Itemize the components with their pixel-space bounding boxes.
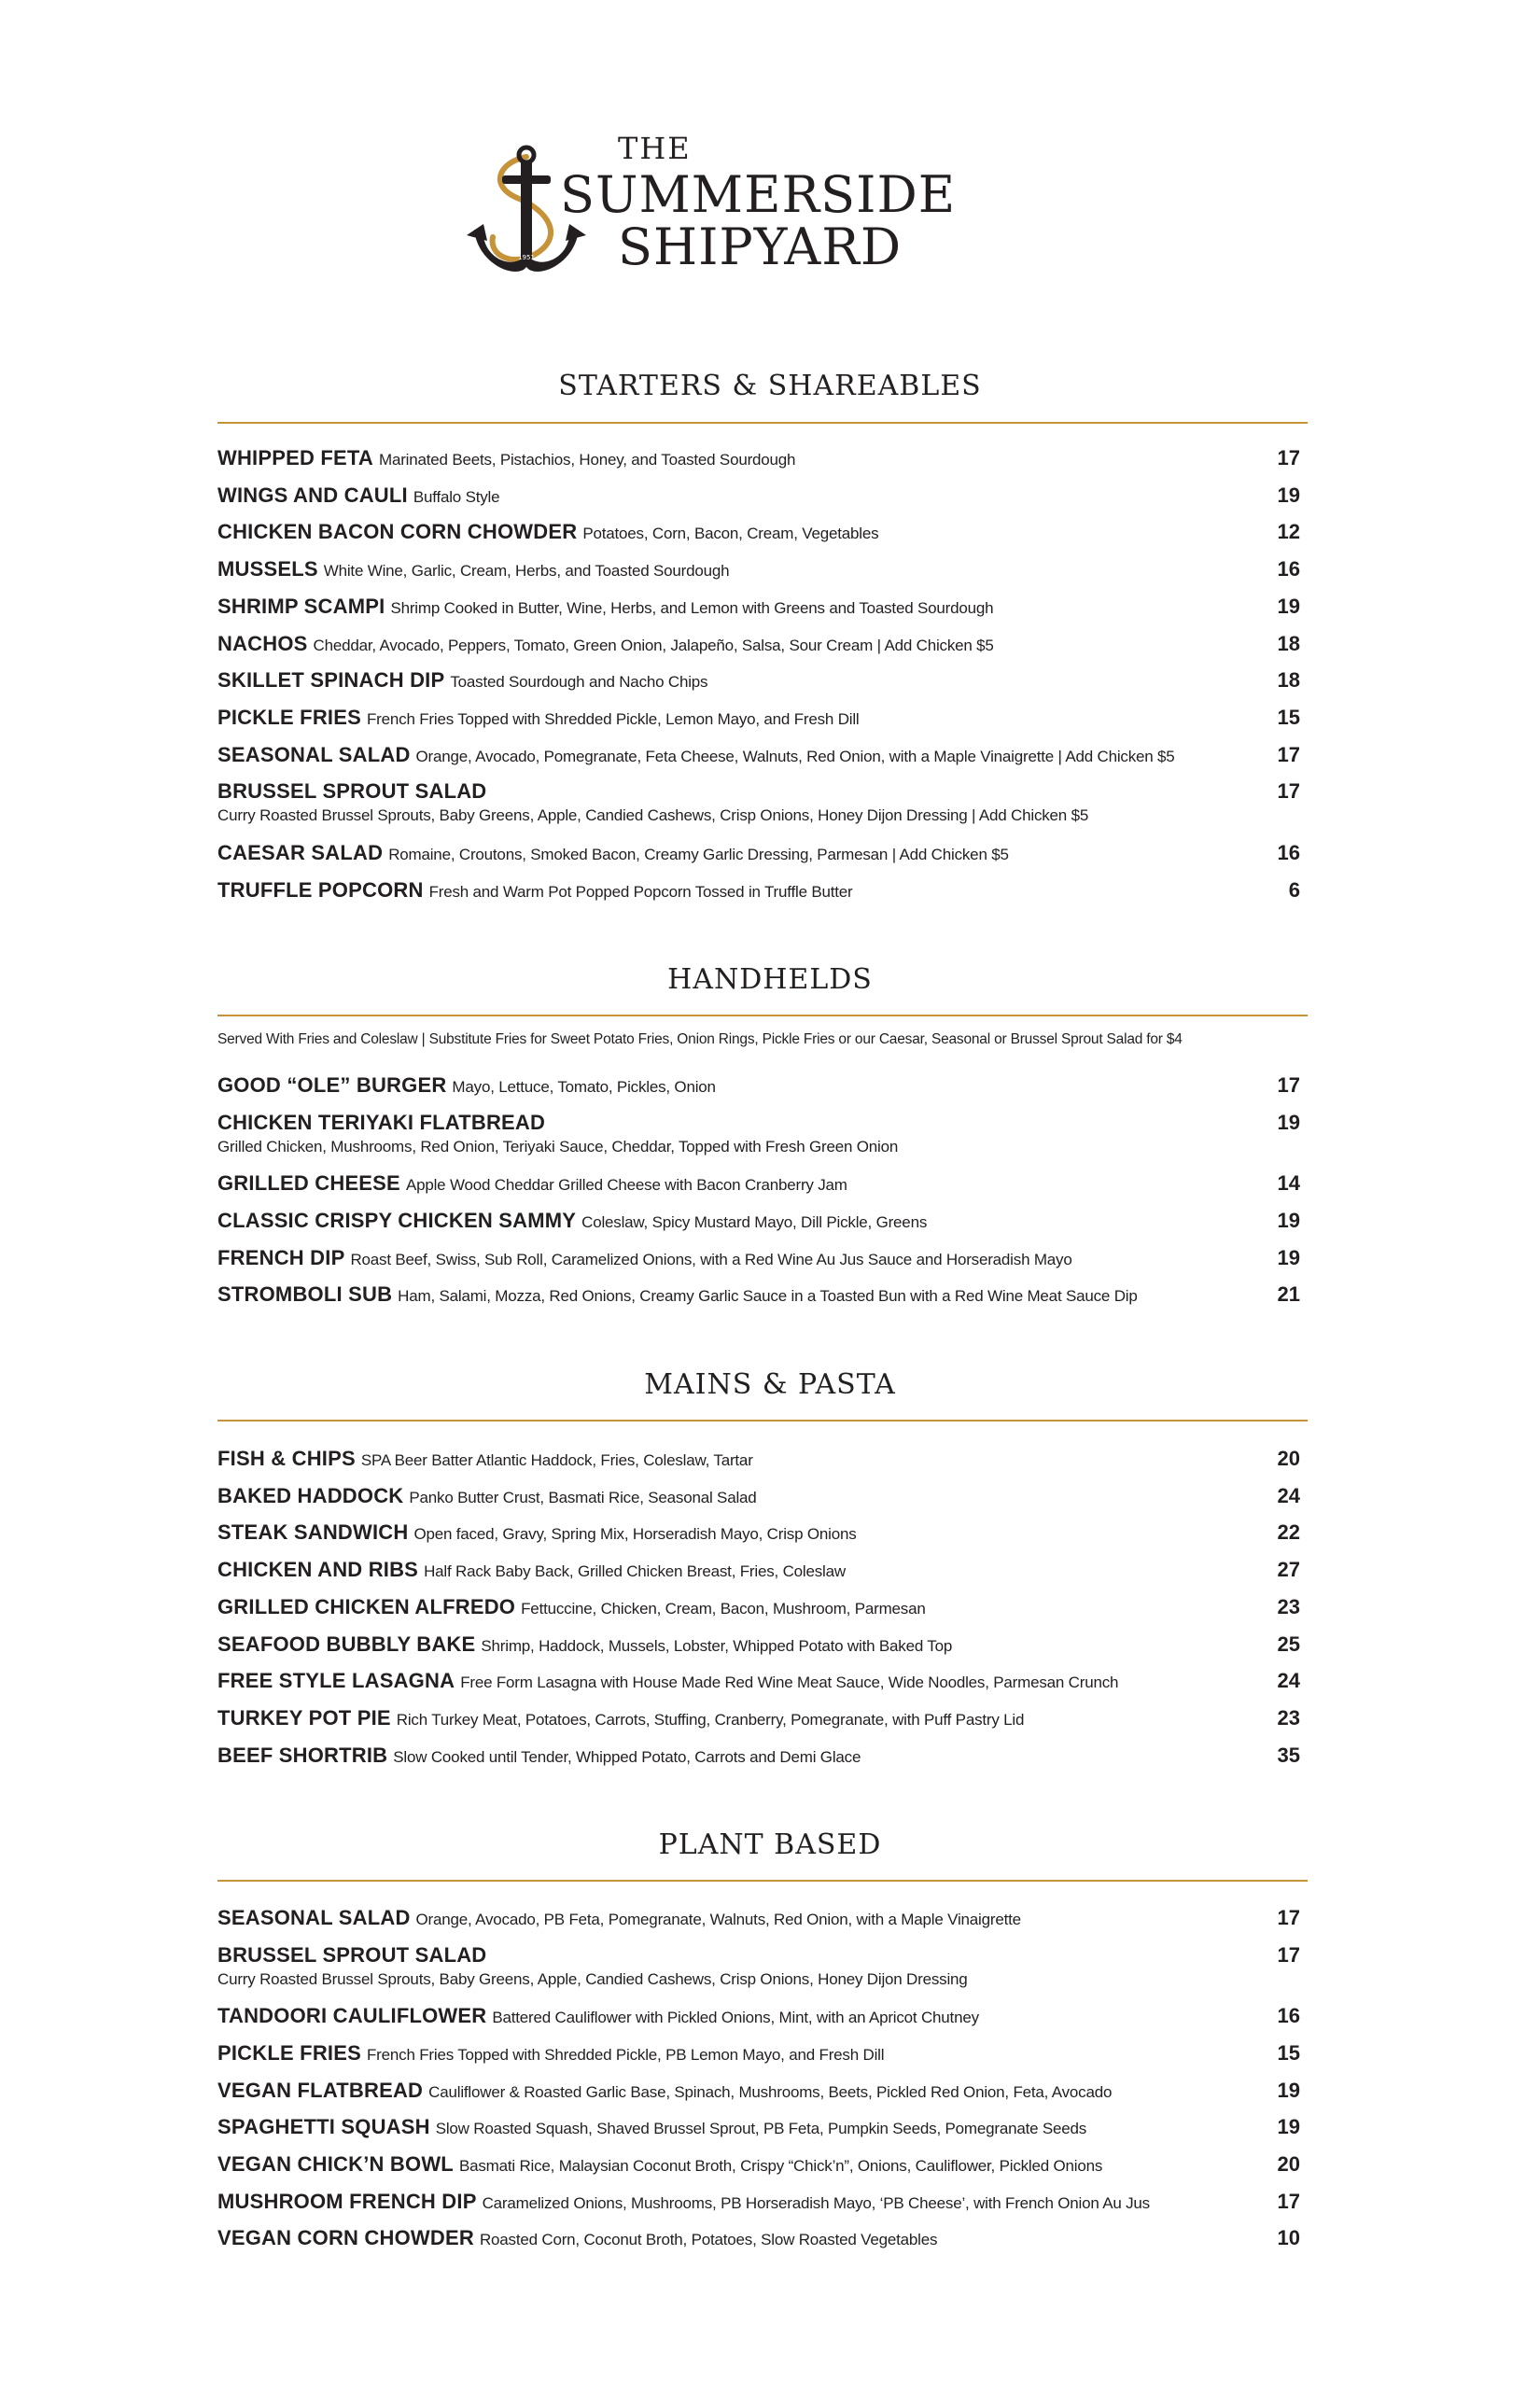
menu-item-line: [217, 2187, 1308, 2217]
menu-item-line: [217, 2076, 1308, 2106]
menu-item: [217, 1630, 1308, 1660]
menu-item-name: MUSHROOM FRENCH DIP: [217, 2189, 477, 2213]
menu-item: [217, 2112, 1308, 2142]
menu-item-line: [217, 481, 1308, 511]
menu-item-line: [217, 554, 1308, 584]
logo-year: 1951: [518, 254, 535, 261]
menu-item-name: VEGAN CORN CHOWDER: [217, 2226, 474, 2250]
menu-item-price: 19: [1277, 483, 1300, 507]
menu-item-price: 21: [1277, 1282, 1300, 1307]
menu-item: [217, 1071, 1308, 1100]
brand-name-line1: SUMMERSIDE: [560, 165, 957, 224]
menu-item-line: [217, 665, 1308, 695]
menu-item-description: Toasted Sourdough and Nacho Chips: [450, 673, 708, 692]
menu-item-line: [217, 838, 1308, 868]
menu-item-line: [217, 2112, 1308, 2142]
menu-item-name: PICKLE FRIES: [217, 2040, 361, 2065]
menu-item-price: 17: [1277, 779, 1300, 804]
menu-item-line: [217, 1243, 1308, 1273]
menu-item-description: Apple Wood Cheddar Grilled Cheese with Bacon Cranberry Jam: [405, 1176, 847, 1195]
section-title-mains: MAINS & PASTA: [644, 1368, 896, 1401]
menu-item-description: Mayo, Lettuce, Tomato, Pickles, Onion: [452, 1078, 716, 1096]
menu-item-name: STROMBOLI SUB: [217, 1282, 393, 1307]
menu-item-price: 19: [1277, 2078, 1300, 2102]
section-divider: [217, 1015, 1308, 1016]
menu-item-line: [217, 1206, 1308, 1236]
menu-item-line: [217, 1592, 1308, 1622]
menu-item: [217, 1481, 1308, 1511]
menu-item-price: 24: [1277, 1483, 1300, 1507]
menu-item-line: [217, 1741, 1308, 1771]
menu-item-name: BAKED HADDOCK: [217, 1483, 404, 1507]
menu-item-name: CHICKEN TERIYAKI FLATBREAD: [217, 1110, 546, 1134]
brand-the: THE: [618, 131, 692, 166]
menu-item: [217, 481, 1308, 511]
section-divider: [217, 1880, 1308, 1882]
menu-item-line: [217, 629, 1308, 659]
menu-item-description: Marinated Beets, Pistachios, Honey, and Toasted Sourdough: [379, 451, 796, 469]
menu-item-name: VEGAN CHICK’N BOWL: [217, 2152, 454, 2176]
menu-item-name: SEASONAL SALAD: [217, 742, 411, 766]
menu-item-price: 20: [1277, 1447, 1300, 1470]
menu-item-price: 18: [1277, 631, 1300, 655]
menu-item-price: 19: [1277, 2115, 1300, 2139]
menu-item-description: SPA Beer Batter Atlantic Haddock, Fries, Coleslaw, Tartar: [360, 1451, 753, 1469]
menu-item-price: 6: [1288, 877, 1300, 902]
menu-item-description: Fettuccine, Chicken, Cream, Bacon, Mushroom, Parmesan: [521, 1599, 926, 1618]
menu-item-line: [217, 1940, 1308, 1970]
menu-item-line: [217, 1481, 1308, 1511]
menu-item-name: STEAK SANDWICH: [217, 1520, 409, 1545]
menu-item-description: Open faced, Gravy, Spring Mix, Horseradish Mayo, Crisp Onions: [413, 1525, 857, 1544]
menu-item-line: [217, 2038, 1308, 2068]
menu-item-price: 17: [1277, 1073, 1300, 1097]
menu-item-line: [217, 592, 1308, 622]
menu-item: [217, 1666, 1308, 1696]
menu-item-description: French Fries Topped with Shredded Pickle, PB Lemon Mayo, and Fresh Dill: [366, 2045, 885, 2064]
menu-item-price: 16: [1277, 2004, 1300, 2028]
menu-item-name: GRILLED CHICKEN ALFREDO: [217, 1594, 516, 1618]
menu-item-name: TURKEY POT PIE: [217, 1705, 391, 1730]
menu-item: [217, 2038, 1308, 2068]
menu-item: [217, 2223, 1308, 2253]
menu-item-line: [217, 1169, 1308, 1198]
menu-item-description: Roasted Corn, Coconut Broth, Potatoes, Slow Roasted Vegetables: [479, 2231, 938, 2249]
menu-item: [217, 665, 1308, 695]
menu-item-price: 20: [1277, 2152, 1300, 2176]
menu-item-price: 12: [1277, 520, 1300, 544]
menu-item: [217, 2001, 1308, 2031]
menu-item-description: Shrimp, Haddock, Mussels, Lobster, Whipped Potato with Baked Top: [481, 1636, 953, 1655]
menu-item-name: TANDOORI CAULIFLOWER: [217, 2004, 487, 2028]
section-title-starters: STARTERS & SHAREABLES: [558, 370, 982, 402]
menu-item-name: BRUSSEL SPROUT SALAD: [217, 779, 487, 804]
menu-item: [217, 1444, 1308, 1474]
menu-item: [217, 2187, 1308, 2217]
menu-item: [217, 443, 1308, 473]
menu-item-price: 23: [1277, 1594, 1300, 1618]
menu-item-line: [217, 1518, 1308, 1548]
menu-item-description: Potatoes, Corn, Bacon, Cream, Vegetables: [582, 525, 879, 543]
menu-item: [217, 875, 1308, 905]
menu-item-name: FRENCH DIP: [217, 1245, 345, 1269]
menu-item-description: Curry Roasted Brussel Sprouts, Baby Greens, Apple, Candied Cashews, Crisp Onions, Honey Dijon Dressing: [217, 1969, 968, 1988]
menu-item-price: 17: [1277, 446, 1300, 469]
menu-item-description: Orange, Avocado, PB Feta, Pomegranate, Walnuts, Red Onion, with a Maple Vinaigrette: [415, 1911, 1021, 1928]
menu-item-line: [217, 1444, 1308, 1474]
menu-item-name: VEGAN FLATBREAD: [217, 2078, 424, 2102]
menu-item-line: [217, 1280, 1308, 1310]
menu-item-description: White Wine, Garlic, Cream, Herbs, and Toasted Sourdough: [323, 562, 730, 581]
menu-item-line: [217, 1630, 1308, 1660]
menu-item-price: 19: [1277, 1110, 1300, 1134]
menu-item: [217, 838, 1308, 868]
menu-item: [217, 1555, 1308, 1585]
section-divider: [217, 1420, 1308, 1422]
menu-item-line: [217, 2150, 1308, 2179]
menu-item-price: 16: [1277, 840, 1300, 864]
menu-item-price: 15: [1277, 705, 1300, 729]
menu-item-name: WHIPPED FETA: [217, 446, 373, 469]
menu-item-price: 25: [1277, 1632, 1300, 1656]
menu-item-price: 17: [1277, 2189, 1300, 2213]
menu-item: [217, 629, 1308, 659]
menu-item-price: 19: [1277, 1208, 1300, 1232]
menu-item-description: French Fries Topped with Shredded Pickle, Lemon Mayo, and Fresh Dill: [366, 709, 860, 728]
menu-item-line: [217, 1555, 1308, 1585]
menu-item-name: SKILLET SPINACH DIP: [217, 668, 445, 693]
menu-item: [217, 1280, 1308, 1310]
menu-item-name: CLASSIC CRISPY CHICKEN SAMMY: [217, 1208, 577, 1232]
menu-item-name: FREE STYLE LASAGNA: [217, 1669, 455, 1693]
menu-item-price: 14: [1277, 1171, 1300, 1196]
menu-item-description: Half Rack Baby Back, Grilled Chicken Breast, Fries, Coleslaw: [424, 1562, 846, 1581]
menu-item-name: NACHOS: [217, 631, 308, 655]
menu-item: [217, 517, 1308, 547]
menu-item: [217, 592, 1308, 622]
menu-item-name: CAESAR SALAD: [217, 840, 384, 864]
menu-item: [217, 1108, 1308, 1156]
menu-item-description: Romaine, Croutons, Smoked Bacon, Creamy Garlic Dressing, Parmesan | Add Chicken $5: [388, 845, 1009, 863]
menu-item-description: Caramelized Onions, Mushrooms, PB Horseradish Mayo, ‘PB Cheese’, with French Onion Au Jus: [482, 2193, 1150, 2212]
menu-item-price: 23: [1277, 1705, 1300, 1730]
menu-item: [217, 1169, 1308, 1198]
menu-item-price: 22: [1277, 1520, 1300, 1545]
menu-item-price: 19: [1277, 1245, 1300, 1269]
menu-item-description: Coleslaw, Spicy Mustard Mayo, Dill Pickle, Greens: [581, 1212, 928, 1231]
menu-item-line: [217, 1071, 1308, 1100]
menu-item-name: CHICKEN BACON CORN CHOWDER: [217, 520, 578, 544]
menu-item-description: Ham, Salami, Mozza, Red Onions, Creamy Garlic Sauce in a Toasted Bun with a Red Wine Meat Sauce Dip: [398, 1287, 1138, 1306]
menu-item-description: Cauliflower & Roasted Garlic Base, Spinach, Mushrooms, Beets, Pickled Red Onion, Feta, Avocado: [428, 2082, 1113, 2101]
menu-item-name: BRUSSEL SPROUT SALAD: [217, 1942, 487, 1967]
handhelds-note: Served With Fries and Coleslaw | Substitute Fries for Sweet Potato Fries, Onion Rings, Pickle Fries or our Caesar, Seasonal or Brussel Sprout Salad for $4: [217, 1031, 1183, 1047]
menu-item-description: Rich Turkey Meat, Potatoes, Carrots, Stuffing, Cranberry, Pomegranate, with Puff Pastry Lid: [396, 1710, 1025, 1729]
menu-item-description: Free Form Lasagna with House Made Red Wine Meat Sauce, Wide Noodles, Parmesan Crunch: [460, 1674, 1119, 1692]
menu-item-line: [217, 517, 1308, 547]
menu-item: [217, 1243, 1308, 1273]
menu-item: [217, 777, 1308, 825]
menu-item: [217, 2076, 1308, 2106]
menu-item-line: [217, 1666, 1308, 1696]
menu-item-description: Slow Roasted Squash, Shaved Brussel Sprout, PB Feta, Pumpkin Seeds, Pomegranate Seeds: [435, 2120, 1087, 2138]
menu-item: [217, 1741, 1308, 1771]
menu-item: [217, 1592, 1308, 1622]
menu-item: [217, 1940, 1308, 1989]
menu-item-name: CHICKEN AND RIBS: [217, 1558, 419, 1582]
menu-item-price: 19: [1277, 594, 1300, 618]
menu-item-name: SHRIMP SCAMPI: [217, 594, 385, 618]
menu-item-name: FISH & CHIPS: [217, 1447, 356, 1470]
menu-item: [217, 2150, 1308, 2179]
section-title-plant: PLANT BASED: [658, 1828, 882, 1861]
menu-item-description: Buffalo Style: [413, 487, 500, 506]
menu-item-line: [217, 2223, 1308, 2253]
menu-item-name: PICKLE FRIES: [217, 705, 361, 729]
menu-item-name: SPAGHETTI SQUASH: [217, 2115, 430, 2139]
menu-item-description: Fresh and Warm Pot Popped Popcorn Tossed in Truffle Butter: [428, 882, 853, 901]
menu-item-description: Orange, Avocado, Pomegranate, Feta Cheese, Walnuts, Red Onion, with a Maple Vinaigrette | Add Chicken $5: [415, 747, 1175, 765]
menu-item-description: Slow Cooked until Tender, Whipped Potato, Carrots and Demi Glace: [393, 1747, 861, 1766]
menu-item-description: Cheddar, Avocado, Peppers, Tomato, Green Onion, Jalapeño, Salsa, Sour Cream | Add Chicken $5: [313, 636, 994, 654]
menu-item-price: 17: [1277, 1942, 1300, 1967]
menu-item-name: WINGS AND CAULI: [217, 483, 408, 507]
menu-item-price: 18: [1277, 668, 1300, 693]
menu-item-price: 10: [1277, 2226, 1300, 2250]
menu-item: [217, 1206, 1308, 1236]
menu-item-price: 15: [1277, 2040, 1300, 2065]
menu-item-name: SEAFOOD BUBBLY BAKE: [217, 1632, 476, 1656]
menu-item-price: 17: [1277, 742, 1300, 766]
menu-item-line: [217, 740, 1308, 770]
menu-item: [217, 703, 1308, 733]
menu-item-description: Grilled Chicken, Mushrooms, Red Onion, Teriyaki Sauce, Cheddar, Topped with Fresh Green Onion: [217, 1137, 899, 1155]
brand-name-line2: SHIPYARD: [618, 217, 903, 276]
menu-item-price: 17: [1277, 1906, 1300, 1929]
menu-item: [217, 554, 1308, 584]
menu-item-price: 16: [1277, 557, 1300, 581]
menu-item-price: 35: [1277, 1743, 1300, 1767]
menu-item-description: Shrimp Cooked in Butter, Wine, Herbs, and Lemon with Greens and Toasted Sourdough: [390, 598, 994, 617]
menu-item-line: [217, 875, 1308, 905]
menu-item-line: [217, 1108, 1308, 1138]
menu-item-line: [217, 703, 1308, 733]
menu-item-description: Roast Beef, Swiss, Sub Roll, Caramelized Onions, with a Red Wine Au Jus Sauce and Horseradish Mayo: [350, 1250, 1072, 1268]
menu-item-line: [217, 1903, 1308, 1933]
menu-item: [217, 740, 1308, 770]
menu-item-name: TRUFFLE POPCORN: [217, 877, 424, 902]
menu-item-name: MUSSELS: [217, 557, 318, 581]
menu-item: [217, 1518, 1308, 1548]
menu-item-line: [217, 777, 1308, 806]
section-divider: [217, 422, 1308, 424]
menu-item-description: Panko Butter Crust, Basmati Rice, Seasonal Salad: [409, 1488, 757, 1506]
section-title-handhelds: HANDHELDS: [667, 963, 873, 996]
menu-item-line: [217, 1703, 1308, 1733]
menu-item-name: GRILLED CHEESE: [217, 1171, 400, 1196]
menu-item-line: [217, 2001, 1308, 2031]
menu-item-name: SEASONAL SALAD: [217, 1906, 411, 1929]
menu-item-description: Curry Roasted Brussel Sprouts, Baby Greens, Apple, Candied Cashews, Crisp Onions, Honey Dijon Dressing | Add Chicken $5: [217, 806, 1089, 825]
menu-item-description: Basmati Rice, Malaysian Coconut Broth, Crispy “Chick’n”, Onions, Cauliflower, Pickled Onions: [458, 2157, 1103, 2175]
menu-item-name: GOOD “OLE” BURGER: [217, 1073, 447, 1097]
menu-item-price: 24: [1277, 1669, 1300, 1693]
menu-item: [217, 1703, 1308, 1733]
menu-item-price: 27: [1277, 1558, 1300, 1582]
menu-item: [217, 1903, 1308, 1933]
menu-item-name: BEEF SHORTRIB: [217, 1743, 388, 1767]
menu-item-description: Battered Cauliflower with Pickled Onions, Mint, with an Apricot Chutney: [492, 2009, 979, 2027]
menu-item-line: [217, 443, 1308, 473]
